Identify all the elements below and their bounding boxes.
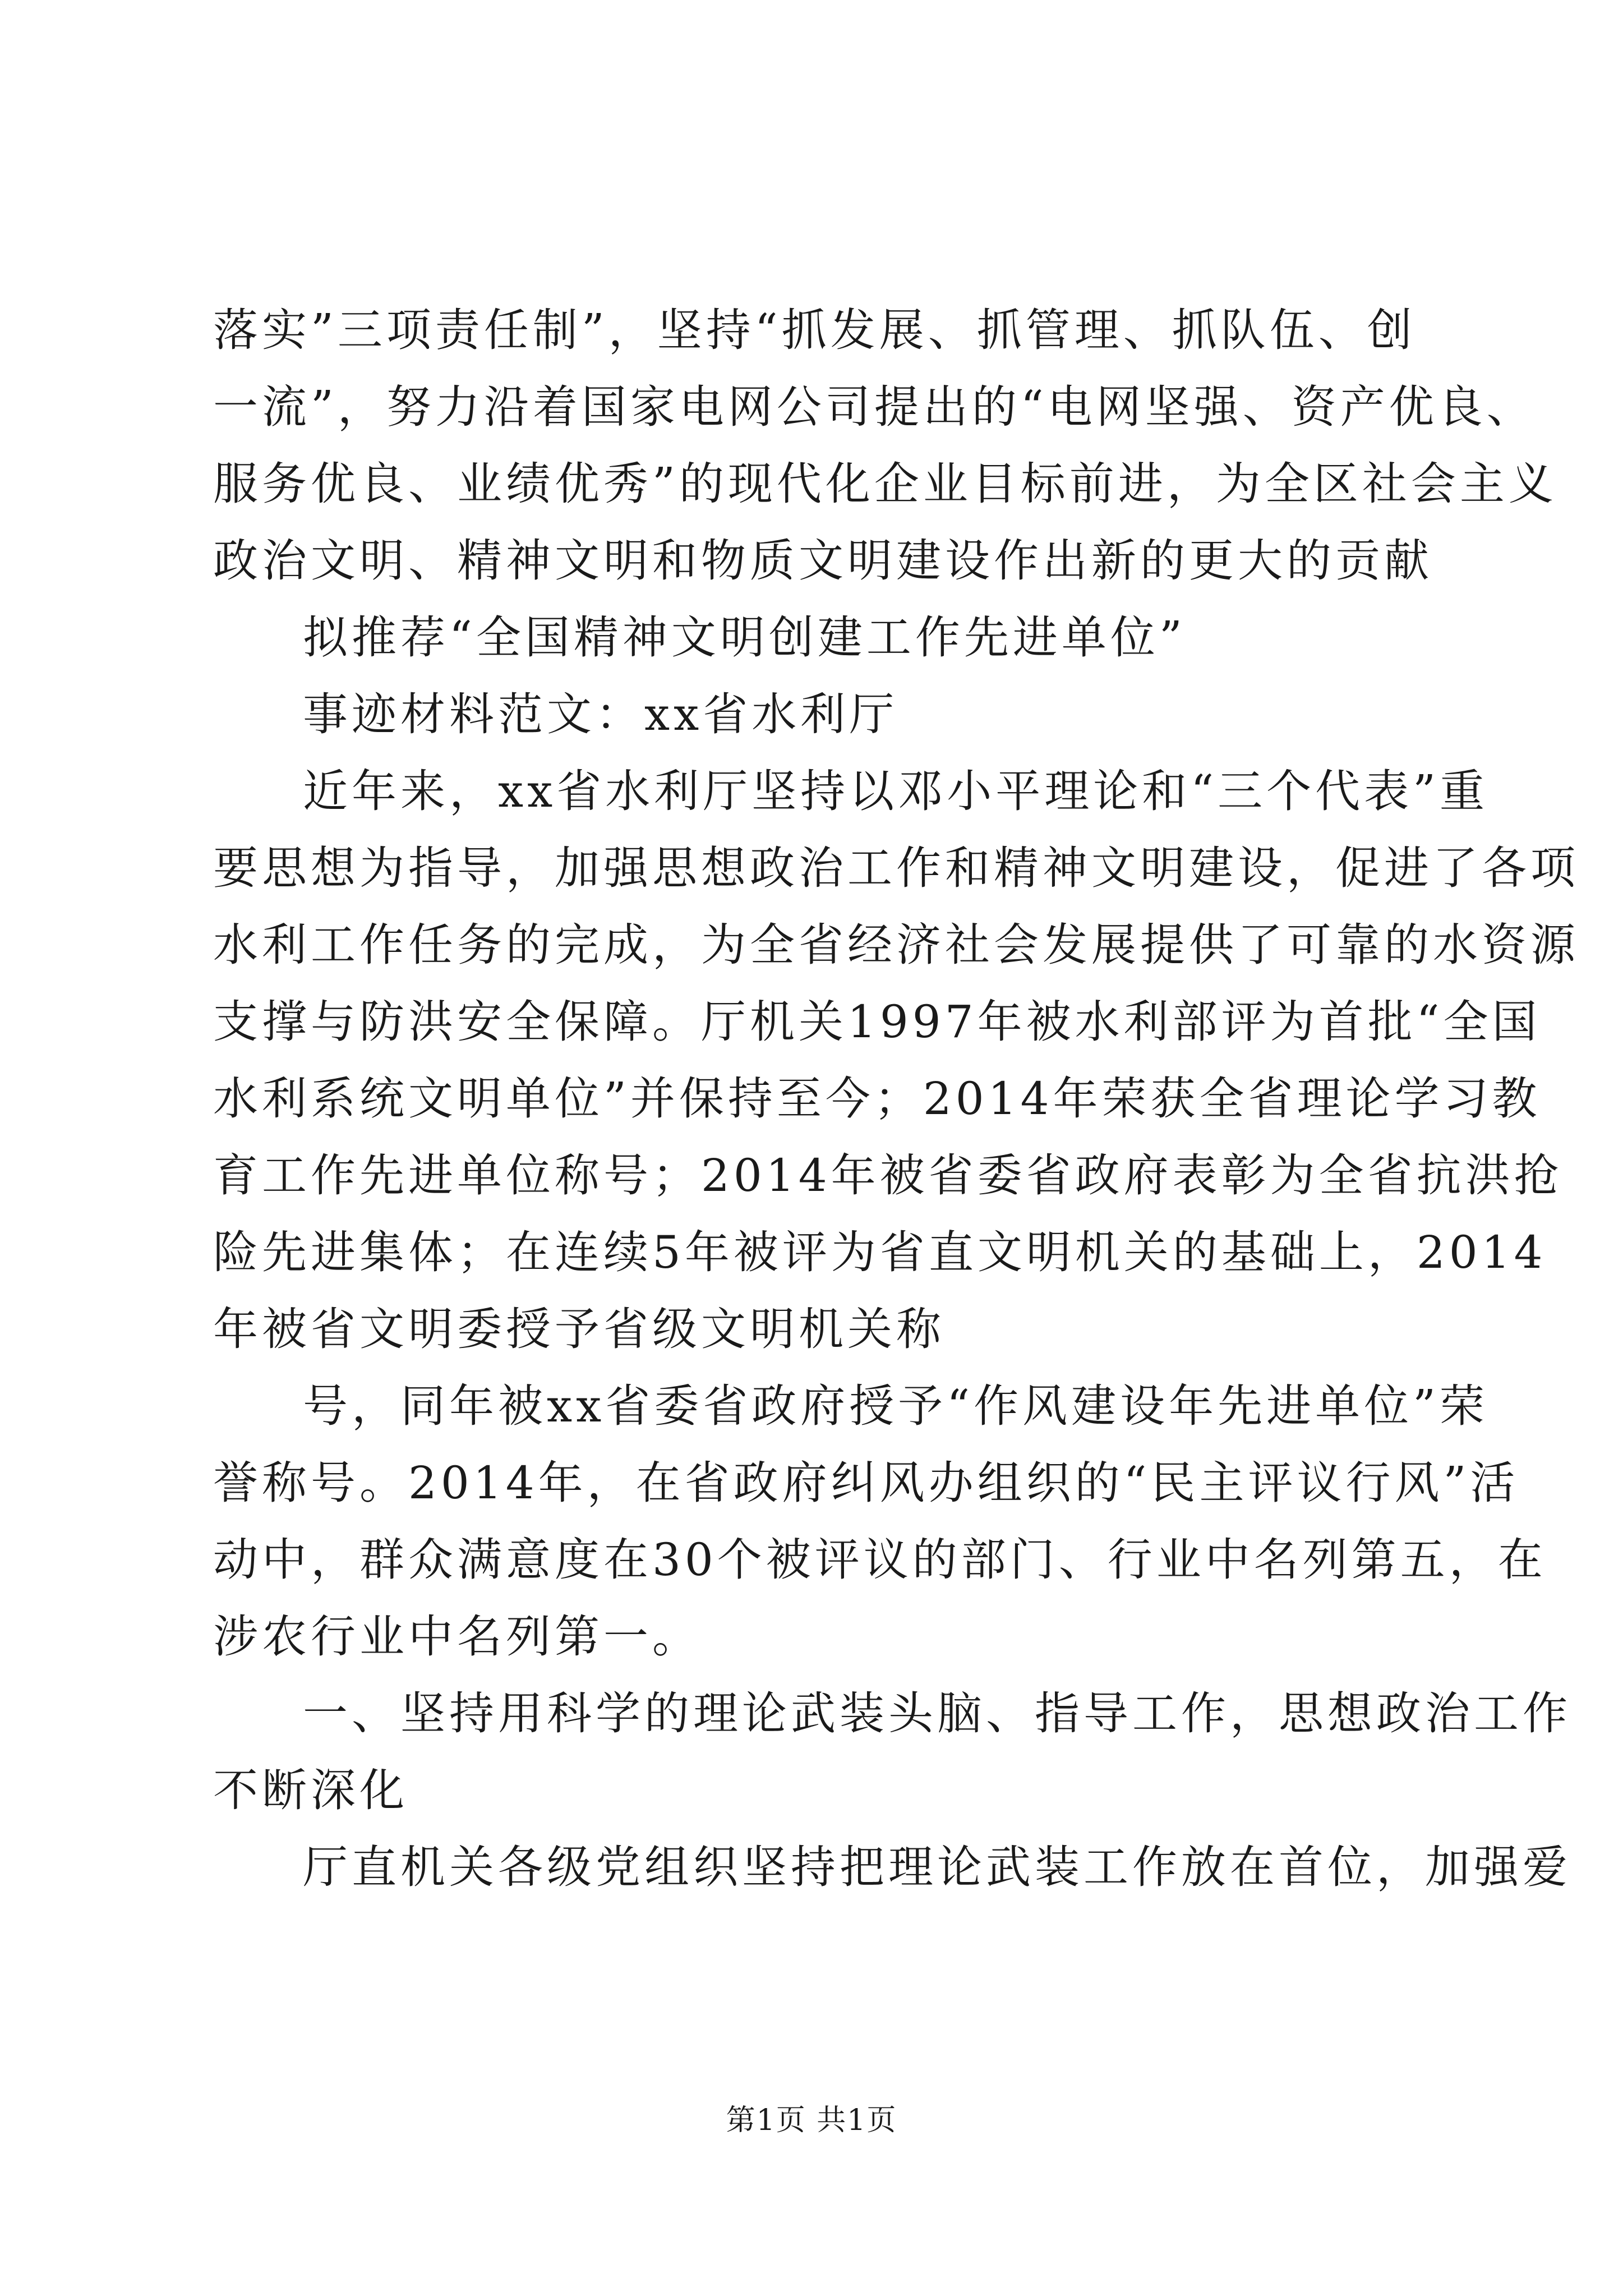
text-line: 誉称号。2014年，在省政府纠风办组织的“民主评议行风”活	[213, 1457, 1519, 1509]
text-line: 年被省文明委授予省级文明机关称	[213, 1303, 945, 1355]
text-line: 动中，群众满意度在30个被评议的部门、行业中名列第五，在	[213, 1534, 1547, 1586]
text-line: 水利系统文明单位”并保持至今；2014年荣获全省理论学习教	[213, 1073, 1541, 1125]
text-line: 水利工作任务的完成，为全省经济社会发展提供了可靠的水资源	[213, 919, 1579, 971]
heading-line: 事迹材料范文：xx省水利厅	[303, 688, 898, 740]
text-line: 近年来，xx省水利厅坚持以邓小平理论和“三个代表”重	[303, 765, 1489, 817]
text-line: 厅直机关各级党组织坚持把理论武装工作放在首位，加强爱	[303, 1841, 1571, 1893]
text-line: 号，同年被xx省委省政府授予“作风建设年先进单位”荣	[303, 1380, 1489, 1432]
text-line: 险先进集体；在连续5年被评为省直文明机关的基础上，2014	[213, 1226, 1547, 1278]
section-heading-line: 不断深化	[213, 1764, 408, 1816]
text-line: 涉农行业中名列第一。	[213, 1611, 701, 1663]
text-line: 支撑与防洪安全保障。厅机关1997年被水利部评为首批“全国	[213, 996, 1541, 1048]
text-line: 政治文明、精神文明和物质文明建设作出新的更大的贡献	[213, 535, 1433, 587]
text-line: 要思想为指导，加强思想政治工作和精神文明建设，促进了各项	[213, 842, 1579, 894]
text-line: 一流”，努力沿着国家电网公司提出的“电网坚强、资产优良、	[213, 381, 1536, 433]
page-footer: 第1页 共1页	[726, 2104, 897, 2137]
section-heading-line: 一、坚持用科学的理论武装头脑、指导工作，思想政治工作	[303, 1687, 1571, 1740]
heading-line: 拟推荐“全国精神文明创建工作先进单位”	[303, 611, 1186, 664]
text-line: 育工作先进单位称号；2014年被省委省政府表彰为全省抗洪抢	[213, 1149, 1563, 1202]
document-body	[213, 292, 1579, 1906]
text-line: 落实”三项责任制”，坚持“抓发展、抓管理、抓队伍、创	[213, 304, 1416, 356]
text-line: 服务优良、业绩优秀”的现代化企业目标前进，为全区社会主义	[213, 458, 1557, 510]
